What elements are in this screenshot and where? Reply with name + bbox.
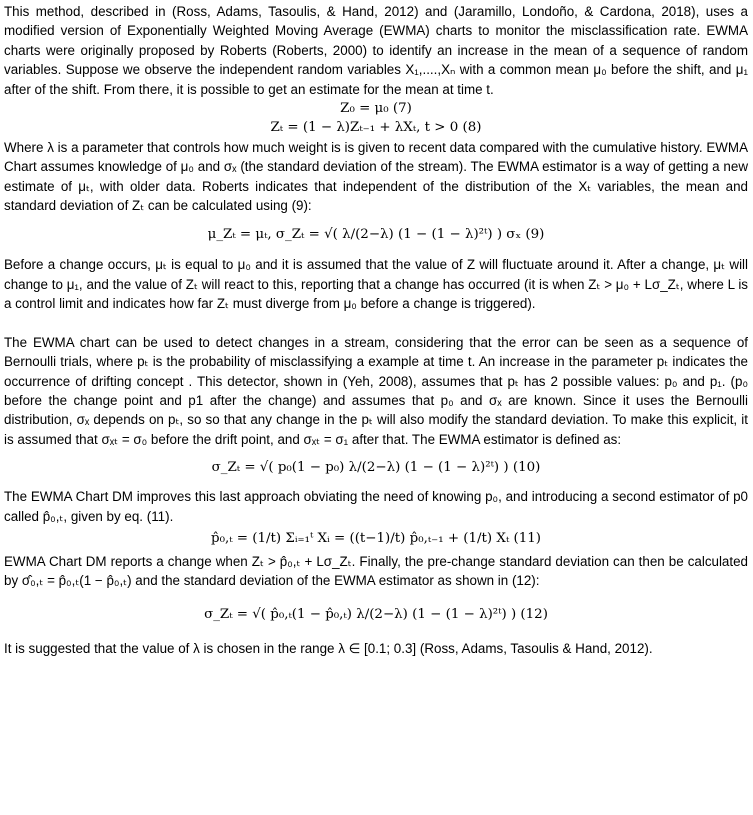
paragraph-reports-change: EWMA Chart DM reports a change when Zₜ > p̂₀,ₜ + Lσ_Zₜ. Finally, the pre-change standard deviation can then be calculated by σ̂₀,ₜ = p̂₀,ₜ(1 − p̂₀,ₜ) and the standard deviation of the EWMA estimator as shown in (12):	[4, 553, 748, 589]
paragraph-lambda-range: It is suggested that the value of λ is chosen in the range λ ∈ [0.1; 0.3] (Ross, Adams, Tasoulis & Hand, 2012).	[4, 640, 653, 656]
equation-11: p̂₀,ₜ = (1/t) Σᵢ₌₁ᵗ Xᵢ = ((t−1)/t) p̂₀,ₜ₋₁ + (1/t) Xₜ (11)	[211, 530, 541, 546]
paragraph-lambda: Where λ is a parameter that controls how much weight is is given to recent data compared with the cumulative history. EWMA Chart assumes knowledge of μ₀ and σₓ (the standard deviation of the stream). The EWMA estimator is a way of getting a new estimate of μₜ, with older data. Roberts indicates that independent of the distribution of the Xₜ variables, the mean and standard deviation of Zₜ can be calculated using (9):	[4, 139, 748, 214]
paragraph-intro: This method, described in (Ross, Adams, Tasoulis, & Hand, 2012) and (Jaramillo, Londoño, & Cardona, 2018), uses a modified version of Exponentially Weighted Moving Average (EWMA) charts to monitor the misclassification rate. EWMA charts were originally proposed by Roberts (Roberts, 2000) to identify an increase in the mean of a sequence of random variables. Suppose we observe the independent random variables X₁,....,Xₙ with a common mean μ₀ before the shift, and μ₁ after of the shift. From there, it is possible to get an estimate for the mean at time t.	[4, 4, 748, 97]
equation-9: μ_Zₜ = μₜ, σ_Zₜ = √( λ/(2−λ) (1 − (1 − λ)²ᵗ) ) σₓ (9)	[207, 227, 545, 243]
equation-8: Zₜ = (1 − λ)Zₜ₋₁ + λXₜ, t > 0 (8)	[270, 120, 482, 136]
paragraph-gap	[4, 314, 748, 333]
paragraph-before-change: Before a change occurs, μₜ is equal to μ₀ and it is assumed that the value of Z will fluctuate around it. After a change, μₜ will change to μ₁, and the value of Zₜ will react to this, reporting that a change has occurred (it is when Zₜ > μ₀ + Lσ_Zₜ, where L is a control limit and indicates how far Zₜ must diverge from μ₀ before a change is triggered).	[4, 257, 748, 312]
paper-page	[4, 2, 748, 658]
paragraph-ewma-chart-dm: The EWMA Chart DM improves this last approach obviating the need of knowing p₀, and introducing a second estimator of p0 called p̂₀,ₜ, given by eq. (11).	[4, 489, 748, 524]
paragraph-bernoulli: The EWMA chart can be used to detect changes in a stream, considering that the error can be seen as a sequence of Bernoulli trials, where pₜ is the probability of misclassifying a example at time t. An increase in the parameter pₜ indicates the occurrence of drifting concept . This detector, shown in (Yeh, 2008), assumes that pₜ has 2 possible values: p₀ and p₁. (p₀ before the change point and p1 after the change) and assumes that p₀ and σₓ are known. Since it uses the Bernoulli distribution, σₓ depends on pₜ, so so that any change in the pₜ will also modify the standard deviation. To make this explicit, it is assumed that σₓₜ = σ₀ before the drift point, and σₓₜ = σ₁ after that. The EWMA estimator is defined as:	[4, 334, 748, 447]
equation-7: Z₀ = μ₀ (7)	[340, 101, 412, 117]
equation-10: σ_Zₜ = √( p₀(1 − p₀) λ/(2−λ) (1 − (1 − λ)²ᵗ) ) (10)	[211, 460, 541, 476]
equation-12: σ_Zₜ = √( p̂₀,ₜ(1 − p̂₀,ₜ) λ/(2−λ) (1 − (1 − λ)²ᵗ) ) (12)	[204, 606, 548, 622]
